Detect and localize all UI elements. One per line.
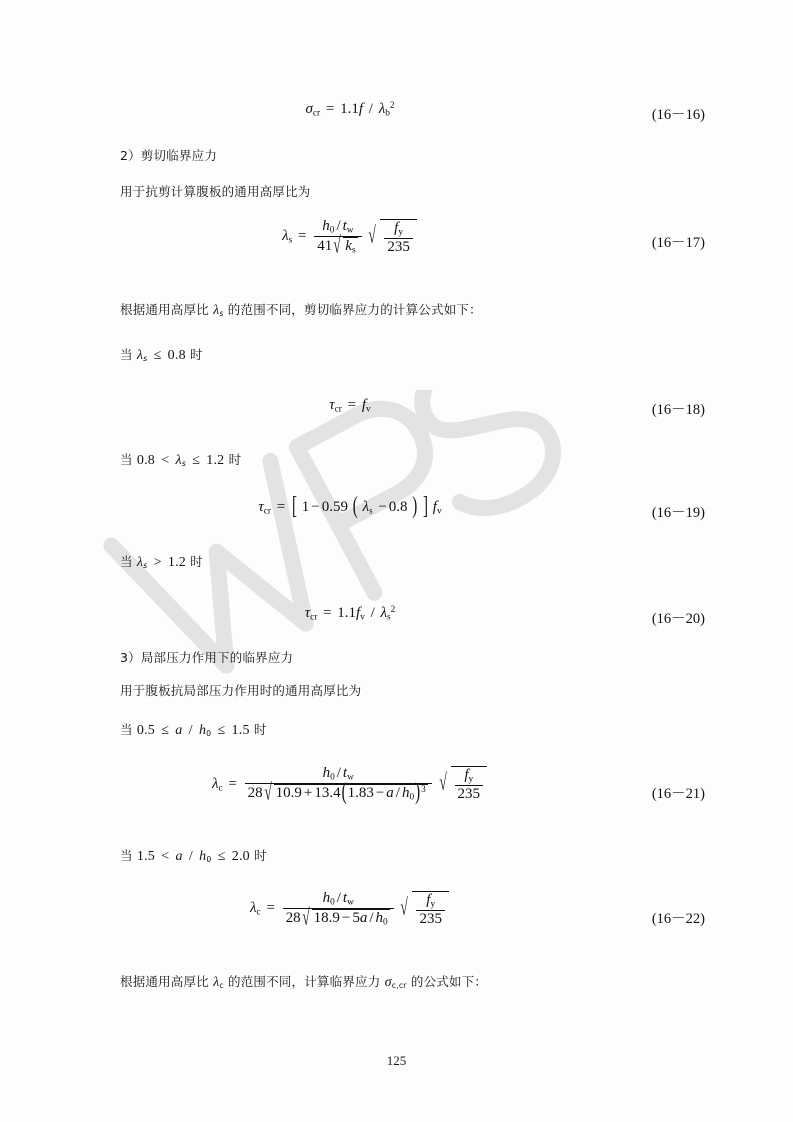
equation-16-16: $\sigma_{cr} = 1.1f / \lambda_b^2$ — [305, 100, 395, 119]
equation-number-16-16: (16－16) — [651, 107, 705, 123]
paragraph-condition-4: 当 $0.5 \le a / h_0 \le 1.5$ 时 — [120, 722, 267, 739]
equation-number-16-17: (16－17) — [651, 235, 705, 251]
paragraph-web-ratio-shear: 用于抗剪计算腹板的通用高厚比为 — [120, 184, 311, 199]
paragraph-condition-1: 当 $\lambda_s \le 0.8$ 时 — [120, 347, 203, 364]
equation-number-16-20: (16－20) — [651, 611, 705, 627]
watermark — [95, 390, 615, 680]
paragraph-condition-3: 当 $\lambda_s > 1.2$ 时 — [120, 554, 203, 571]
equation-number-16-21: (16－21) — [651, 786, 705, 802]
paragraph-condition-5: 当 $1.5 < a / h_0 \le 2.0$ 时 — [120, 848, 267, 865]
text-run: 的范围不同，剪切临界应力的计算公式如下： — [227, 302, 482, 317]
equation-16-20: $\tau_{cr} = 1.1f_v / \lambda_s^2$ — [304, 604, 396, 623]
equation-16-21: $\lambda_c$ = $\frac{h_0 / t_w}{28 √ 10.9 + 13.4(1.83 - a / h_0)^3}$ √ $\frac{f_y}{235}$ — [0, 765, 700, 803]
heading-shear-critical-stress: 2）剪切临界应力 — [120, 148, 218, 163]
paragraph-condition-2: 当 $0.8 < \lambda_s \le 1.2$ 时 — [120, 452, 242, 469]
equation-16-22: $\lambda_c$ = $\frac{h_0 / t_w}{28 √ 18.9 - 5a / h_0}$ √ $\frac{f_y}{235}$ — [0, 890, 700, 928]
heading-local-pressure-critical-stress: 3）局部压力作用下的临界应力 — [120, 650, 294, 665]
paragraph-lambda-s-range: 根据通用高厚比 $\lambda_s$ 的范围不同，剪切临界应力的计算公式如下： — [120, 302, 482, 319]
equation-number-16-22: (16－22) — [651, 911, 705, 927]
equation-16-18: $\tau_{cr} = f_v$ — [329, 397, 371, 415]
paragraph-web-ratio-local-pressure: 用于腹板抗局部压力作用时的通用高厚比为 — [120, 683, 362, 698]
page-number: 125 — [386, 1053, 407, 1068]
equation-16-19: $\tau_{cr}$ = [ 1 − 0.59 ( $\lambda_s - 0.8$ ) ] $f_v$ — [258, 493, 442, 521]
equation-number-16-19: (16－19) — [651, 505, 705, 521]
paragraph-lambda-c-range: 根据通用高厚比 $\lambda_c$ 的范围不同，计算临界应力 $\sigma_{c,cr}$ 的公式如下： — [120, 974, 488, 991]
equation-number-16-18: (16－18) — [651, 402, 705, 418]
text-run: 根据通用高厚比 — [120, 302, 209, 317]
equation-16-17: $\lambda_s$ = $\frac{h_0 / t_w}{41 √ k_s}$ √ $\frac{f_y}{235}$ — [0, 218, 700, 256]
